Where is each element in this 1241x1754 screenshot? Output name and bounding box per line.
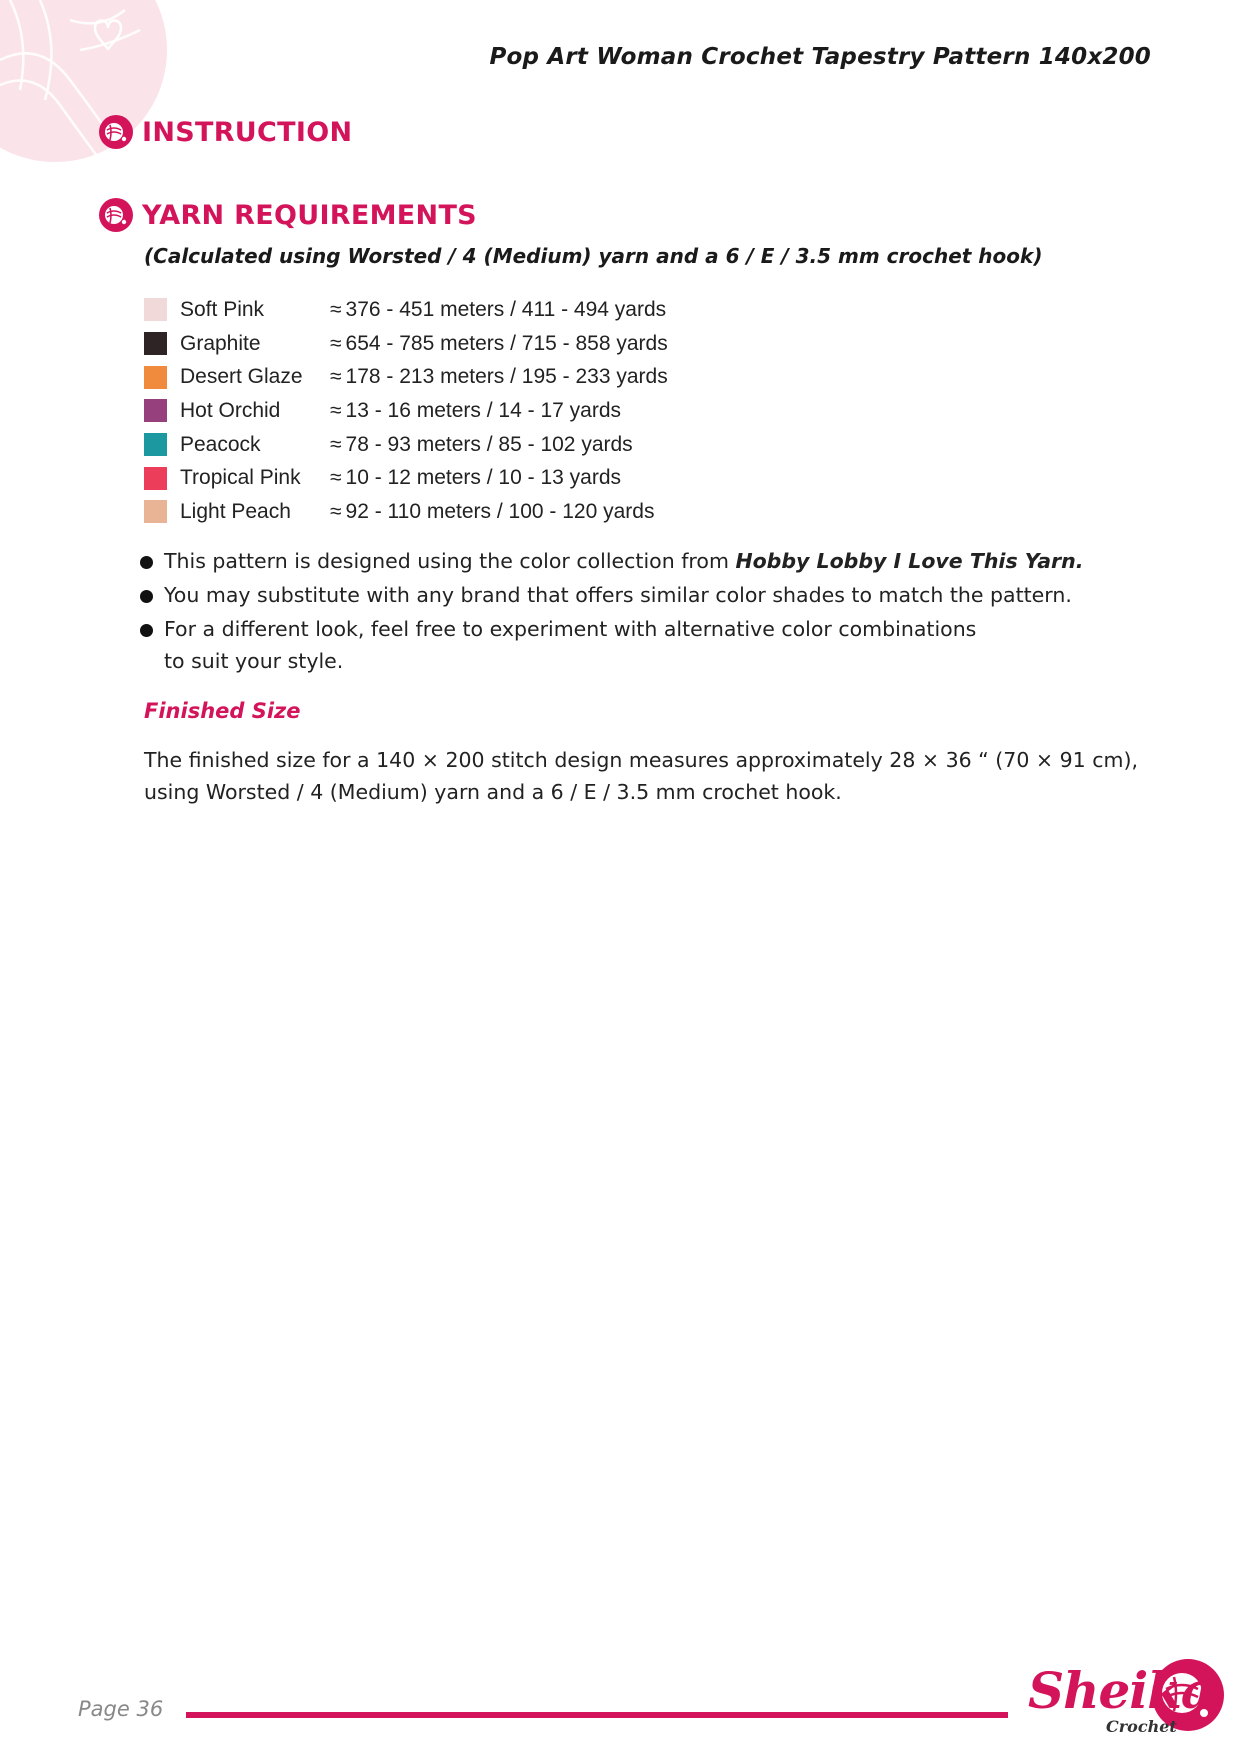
yarn-name: Hot Orchid bbox=[180, 398, 281, 422]
yarn-row-hot-orchid bbox=[144, 394, 668, 428]
yarn-name: Soft Pink bbox=[180, 297, 265, 321]
section-heading-label: YARN REQUIREMENTS bbox=[142, 199, 477, 231]
finished-size-line-1: The finished size for a 140 × 200 stitch design measures approximately 28 × 36 “ (70 × 91 cm), bbox=[144, 748, 1138, 772]
bullet-icon bbox=[140, 556, 153, 569]
note-item bbox=[140, 613, 1140, 677]
yarn-row-soft-pink bbox=[144, 293, 668, 327]
yarn-row-tropical-pink bbox=[144, 461, 668, 495]
color-swatch bbox=[144, 399, 167, 422]
yarn-calculation-note: (Calculated using Worsted / 4 (Medium) yarn and a 6 / E / 3.5 mm crochet hook) bbox=[144, 244, 1043, 268]
yarn-name: Graphite bbox=[180, 331, 261, 355]
color-swatch bbox=[144, 366, 167, 389]
approx-symbol: ≈ bbox=[330, 398, 342, 422]
color-swatch bbox=[144, 433, 167, 456]
note-emphasis: Hobby Lobby I Love This Yarn. bbox=[735, 549, 1084, 573]
page-number: Page 36 bbox=[78, 1697, 164, 1721]
note-item bbox=[140, 545, 1140, 577]
yarn-name: Tropical Pink bbox=[180, 466, 301, 490]
notes-list bbox=[140, 545, 1140, 679]
note-text-continued: to suit your style. bbox=[164, 649, 344, 673]
yarn-list bbox=[144, 293, 668, 529]
yarn-amount: 92 - 110 meters / 100 - 120 yards bbox=[345, 499, 655, 523]
color-swatch bbox=[144, 500, 167, 523]
yarn-amount: 376 - 451 meters / 411 - 494 yards bbox=[345, 297, 667, 321]
bullet-icon bbox=[140, 590, 153, 603]
section-heading-yarn-requirements bbox=[98, 197, 477, 233]
yarn-ball-badge-icon bbox=[98, 114, 134, 150]
yarn-name: Peacock bbox=[180, 432, 261, 456]
yarn-row-peacock bbox=[144, 428, 668, 462]
yarn-row-light-peach bbox=[144, 495, 668, 529]
yarn-name: Desert Glaze bbox=[180, 365, 303, 389]
approx-symbol: ≈ bbox=[330, 331, 342, 355]
section-heading-instruction bbox=[98, 114, 352, 150]
approx-symbol: ≈ bbox=[330, 365, 342, 389]
approx-symbol: ≈ bbox=[330, 466, 342, 490]
note-text: This pattern is designed using the color collection from bbox=[164, 549, 736, 573]
approx-symbol: ≈ bbox=[330, 297, 342, 321]
finished-size-heading: Finished Size bbox=[144, 699, 301, 723]
note-text: You may substitute with any brand that offers similar color shades to match the pattern. bbox=[164, 583, 1072, 607]
yarn-name: Light Peach bbox=[180, 499, 291, 523]
footer-rule bbox=[186, 1712, 1008, 1718]
color-swatch bbox=[144, 467, 167, 490]
bullet-icon bbox=[140, 624, 153, 637]
document-title: Pop Art Woman Crochet Tapestry Pattern 140x200 bbox=[489, 44, 1151, 70]
brand-subtitle: Crochet bbox=[1106, 1717, 1177, 1736]
section-heading-label: INSTRUCTION bbox=[142, 116, 353, 148]
color-swatch bbox=[144, 298, 167, 321]
yarn-amount: 78 - 93 meters / 85 - 102 yards bbox=[345, 432, 633, 456]
color-swatch bbox=[144, 332, 167, 355]
yarn-amount: 13 - 16 meters / 14 - 17 yards bbox=[345, 398, 621, 422]
yarn-row-graphite bbox=[144, 327, 668, 361]
yarn-amount: 10 - 12 meters / 10 - 13 yards bbox=[345, 466, 621, 490]
approx-symbol: ≈ bbox=[330, 432, 342, 456]
yarn-amount: 654 - 785 meters / 715 - 858 yards bbox=[345, 331, 668, 355]
approx-symbol: ≈ bbox=[330, 499, 342, 523]
yarn-ball-badge-icon bbox=[98, 197, 134, 233]
brand-name: Sheika bbox=[1028, 1661, 1213, 1720]
yarn-row-desert-glaze bbox=[144, 360, 668, 394]
finished-size-line-2: using Worsted / 4 (Medium) yarn and a 6 / E / 3.5 mm crochet hook. bbox=[144, 780, 842, 804]
note-item bbox=[140, 579, 1140, 611]
yarn-amount: 178 - 213 meters / 195 - 233 yards bbox=[345, 365, 668, 389]
brand-logo bbox=[1010, 1655, 1225, 1750]
finished-size-text bbox=[144, 744, 1144, 808]
note-text: For a different look, feel free to experiment with alternative color combinations bbox=[164, 617, 977, 641]
